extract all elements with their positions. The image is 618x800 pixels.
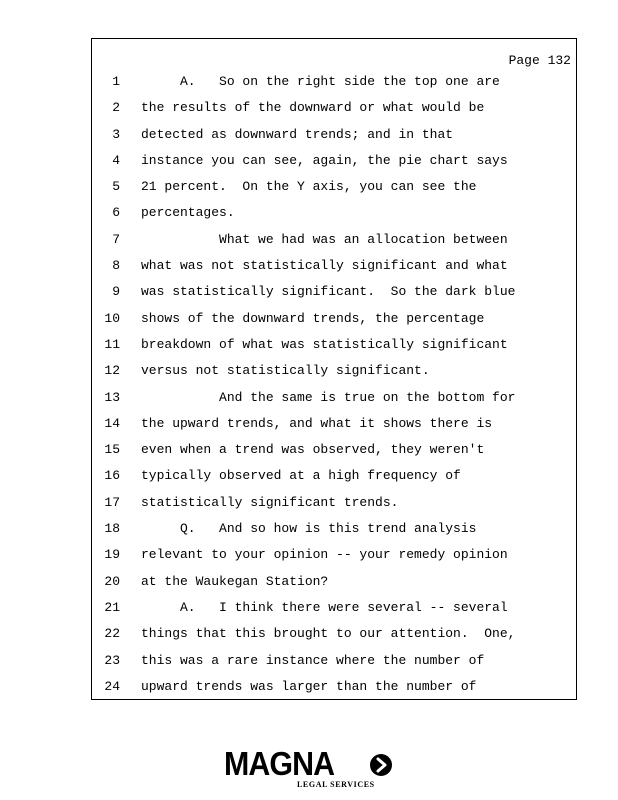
- line-number: 12: [104, 363, 120, 379]
- transcript-line: [92, 176, 576, 202]
- line-number: 2: [112, 100, 120, 116]
- transcript-line: [92, 492, 576, 518]
- transcript-line: [92, 308, 576, 334]
- line-number: 21: [104, 599, 120, 615]
- line-text: typically observed at a high frequency of: [141, 468, 461, 484]
- line-number: 15: [104, 442, 120, 458]
- transcript-line: [92, 544, 576, 570]
- line-number: 20: [104, 573, 120, 589]
- transcript-line: [92, 518, 576, 544]
- transcript-line: [92, 439, 576, 465]
- line-text: things that this brought to our attention. One,: [141, 626, 516, 642]
- transcript-line: [92, 413, 576, 439]
- transcript-line: [92, 360, 576, 386]
- line-number: 10: [104, 310, 120, 326]
- line-number: 3: [112, 126, 120, 142]
- line-number: 6: [112, 205, 120, 221]
- line-text: versus not statistically significant.: [141, 363, 430, 379]
- chevron-circle-right-icon: [370, 754, 392, 776]
- transcript-line: [92, 597, 576, 623]
- transcript-line: [92, 387, 576, 413]
- line-text: A. I think there were several -- several: [141, 599, 508, 615]
- line-number: 7: [112, 231, 120, 247]
- logo-wordmark: MAGNA: [224, 745, 335, 782]
- transcript-line: [92, 623, 576, 649]
- line-text: at the Waukegan Station?: [141, 573, 329, 589]
- line-text: And the same is true on the bottom for: [141, 389, 516, 405]
- line-text: what was not statistically significant and what: [141, 258, 508, 274]
- line-text: even when a trend was observed, they weren't: [141, 442, 485, 458]
- line-number: 4: [112, 152, 120, 168]
- line-number: 9: [112, 284, 120, 300]
- transcript-line: [92, 676, 576, 702]
- line-number: 13: [104, 389, 120, 405]
- line-text: statistically significant trends.: [141, 494, 399, 510]
- line-number: 19: [104, 547, 120, 563]
- transcript-page: [91, 38, 577, 700]
- line-text: breakdown of what was statistically significant: [141, 336, 508, 352]
- line-text: this was a rare instance where the number of: [141, 652, 485, 668]
- line-number: 24: [104, 678, 120, 694]
- line-number: 5: [112, 179, 120, 195]
- logo-subtitle: LEGAL SERVICES: [297, 780, 375, 789]
- transcript-lines: [92, 71, 576, 702]
- transcript-line: [92, 202, 576, 228]
- line-number: 17: [104, 494, 120, 510]
- transcript-line: [92, 255, 576, 281]
- transcript-line: [92, 281, 576, 307]
- line-number: 14: [104, 415, 120, 431]
- transcript-line: [92, 97, 576, 123]
- magna-logo: [224, 746, 404, 792]
- transcript-line: [92, 334, 576, 360]
- line-text: What we had was an allocation between: [141, 231, 508, 247]
- line-text: relevant to your opinion -- your remedy opinion: [141, 547, 508, 563]
- line-number: 16: [104, 468, 120, 484]
- line-text: A. So on the right side the top one are: [141, 74, 500, 89]
- transcript-line: [92, 71, 576, 97]
- line-text: was statistically significant. So the dark blue: [141, 284, 516, 300]
- line-number: 11: [104, 336, 120, 352]
- line-text: shows of the downward trends, the percentage: [141, 310, 485, 326]
- transcript-line: [92, 650, 576, 676]
- transcript-line: [92, 571, 576, 597]
- line-text: the upward trends, and what it shows there is: [141, 415, 493, 431]
- line-text: instance you can see, again, the pie chart says: [141, 152, 508, 168]
- transcript-line: [92, 150, 576, 176]
- line-text: Q. And so how is this trend analysis: [141, 521, 477, 537]
- line-number: 8: [112, 258, 120, 274]
- line-text: 21 percent. On the Y axis, you can see the: [141, 179, 477, 195]
- line-text: upward trends was larger than the number of: [141, 678, 477, 694]
- line-text: the results of the downward or what would be: [141, 100, 485, 116]
- transcript-line: [92, 229, 576, 255]
- line-number: 23: [104, 652, 120, 668]
- line-number: 22: [104, 626, 120, 642]
- line-number: 18: [104, 521, 120, 537]
- line-text: detected as downward trends; and in that: [141, 126, 454, 142]
- page-number: Page 132: [508, 53, 571, 68]
- transcript-line: [92, 465, 576, 491]
- transcript-line: [92, 124, 576, 150]
- line-number: 1: [112, 74, 120, 89]
- line-text: percentages.: [141, 205, 235, 221]
